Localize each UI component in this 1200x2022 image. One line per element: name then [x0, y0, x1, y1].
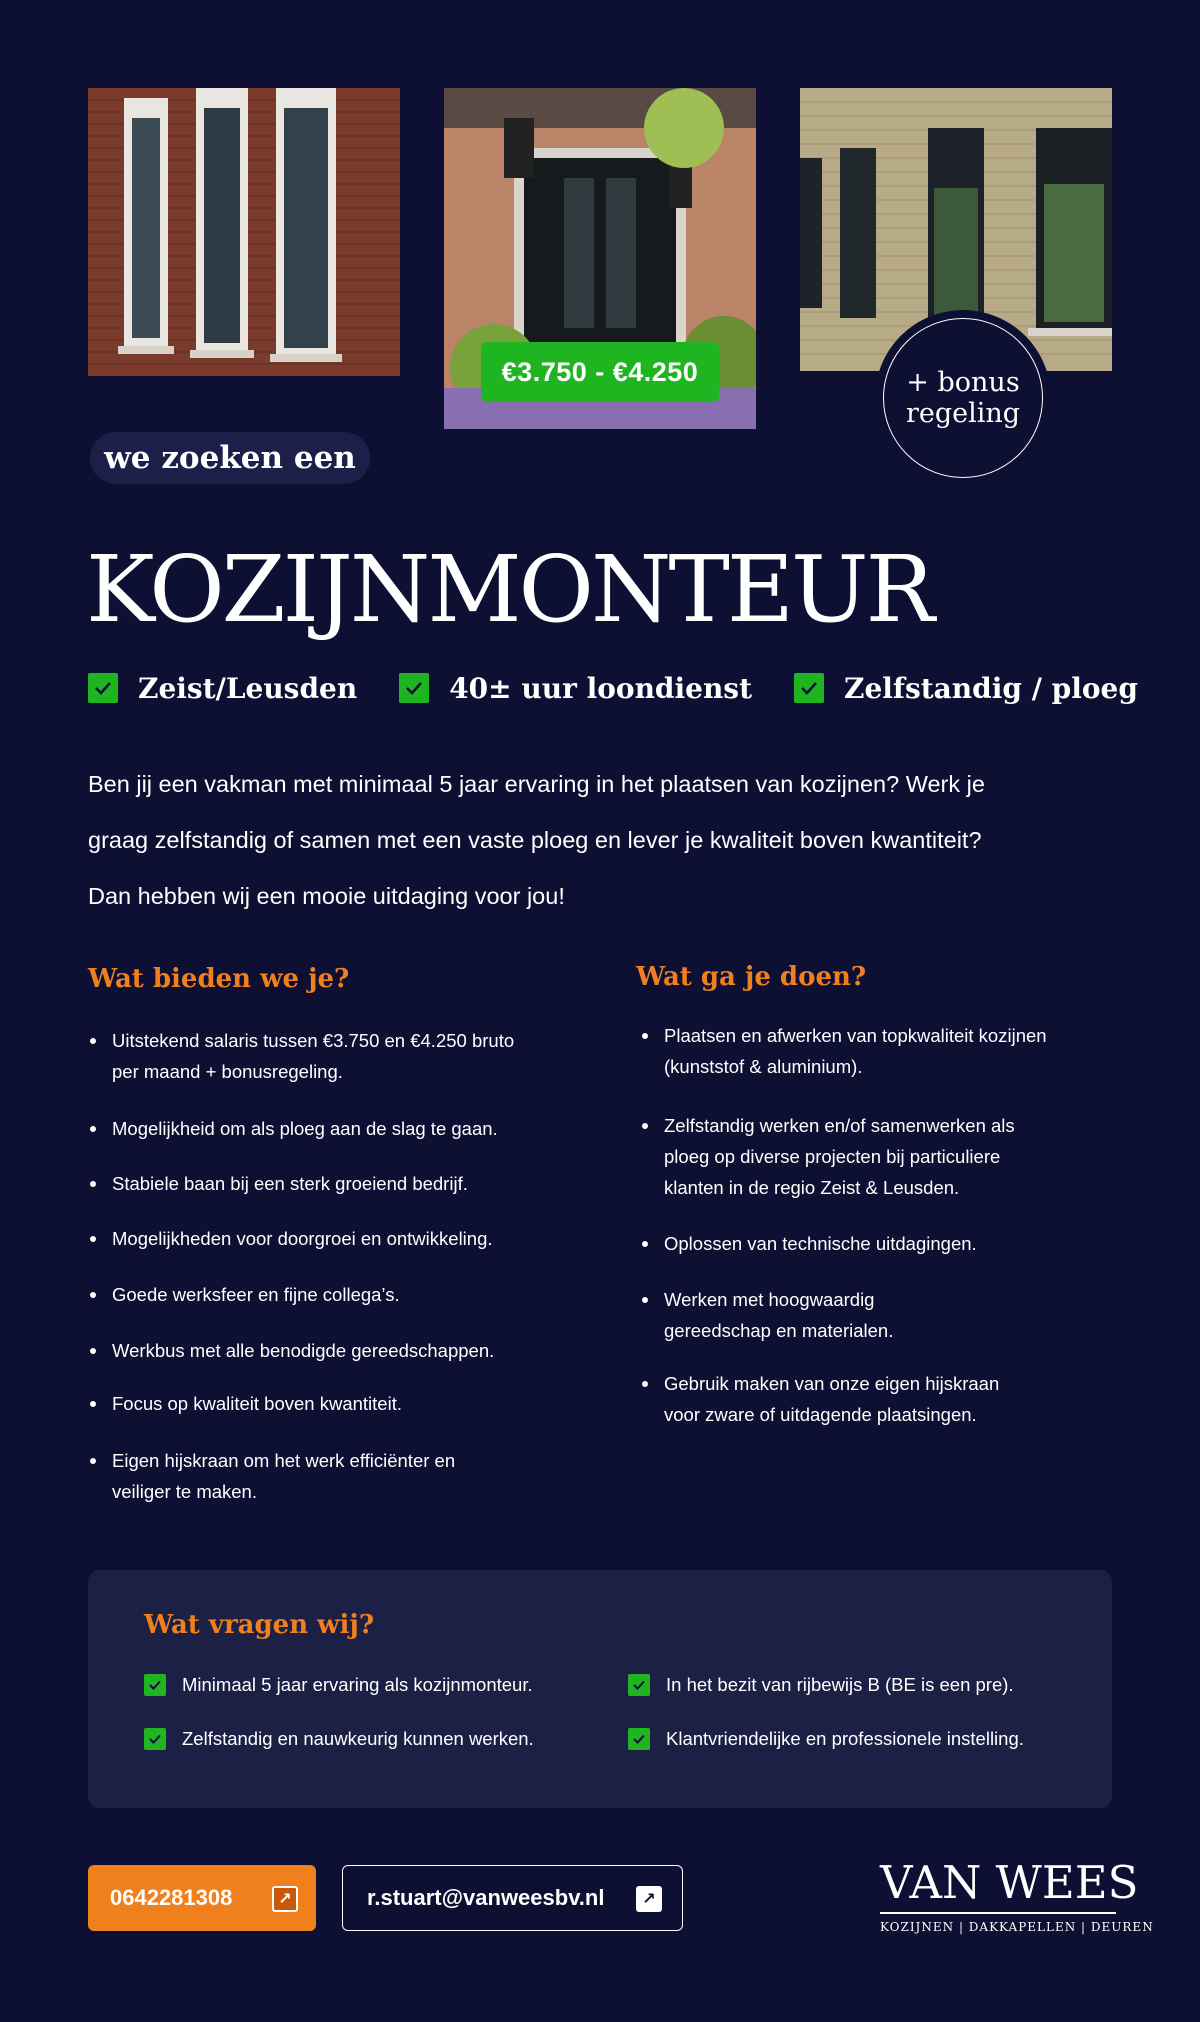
- tag-hours: [399, 672, 752, 705]
- tag-label: Zeist/Leusden: [138, 671, 358, 705]
- checkbox-icon: [628, 1674, 650, 1696]
- list-item: Mogelijkheid om als ploeg aan de slag te gaan.: [88, 1113, 538, 1144]
- phone-number: 0642281308: [110, 1885, 233, 1910]
- tag-label: 40± uur loondienst: [449, 671, 753, 705]
- list-item: Werkbus met alle benodigde gereedschappen.: [88, 1335, 538, 1366]
- offer-list: [88, 1025, 538, 1505]
- logo-divider: [880, 1912, 1116, 1914]
- requirement-item: [144, 1728, 534, 1750]
- requirement-item: [628, 1728, 1024, 1750]
- requirement-label: Minimaal 5 jaar ervaring als kozijnmonteur.: [182, 1674, 533, 1695]
- checkbox-icon: [399, 673, 429, 703]
- checkbox-icon: [144, 1674, 166, 1696]
- arrow-up-right-icon: ↗: [272, 1886, 298, 1912]
- phone-button[interactable]: [88, 1865, 316, 1931]
- intro-line: Ben jij een vakman met minimaal 5 jaar ervaring in het plaatsen van kozijnen? Werk je: [88, 771, 985, 797]
- bonus-badge: [875, 310, 1051, 486]
- list-item: Eigen hijskraan om het werk efficiënter en veiliger te maken.: [88, 1445, 468, 1507]
- intro-text: [88, 756, 1118, 924]
- list-item: Uitstekend salaris tussen €3.750 en €4.250 bruto per maand + bonusregeling.: [88, 1025, 538, 1087]
- checkbox-icon: [794, 673, 824, 703]
- requirements-title: Wat vragen wij?: [144, 1610, 375, 1640]
- list-item: Focus op kwaliteit boven kwantiteit.: [88, 1388, 538, 1419]
- email-address: r.stuart@vanweesbv.nl: [367, 1885, 605, 1910]
- list-item: Oplossen van technische uitdagingen.: [640, 1228, 1100, 1259]
- requirements-panel: [88, 1570, 1112, 1808]
- bonus-line-1: + bonus: [906, 367, 1020, 398]
- company-logo: [880, 1856, 1154, 1934]
- offer-title: Wat bieden we je?: [88, 964, 350, 994]
- requirement-label: In het bezit van rijbewijs B (BE is een pre).: [666, 1674, 1014, 1695]
- page-title: KOZIJNMONTEUR: [86, 536, 932, 643]
- job-tags: [88, 668, 1180, 708]
- intro-pill: we zoeken een: [90, 432, 370, 484]
- bonus-line-2: regeling: [905, 398, 1021, 429]
- tasks-title: Wat ga je doen?: [636, 962, 867, 992]
- tag-work-mode: [794, 672, 1138, 705]
- tag-label: Zelfstandig / ploeg: [844, 671, 1138, 705]
- list-item: Plaatsen en afwerken van topkwaliteit kozijnen (kunststof & aluminium).: [640, 1020, 1080, 1082]
- salary-price-badge: €3.750 - €4.250: [481, 342, 719, 402]
- requirement-label: Zelfstandig en nauwkeurig kunnen werken.: [182, 1728, 534, 1749]
- photo-brick-windows: [88, 88, 400, 376]
- list-item: Mogelijkheden voor doorgroei en ontwikkeling.: [88, 1223, 538, 1254]
- logo-name: VAN WEES: [880, 1856, 1139, 1909]
- logo-tagline: KOZIJNEN | DAKKAPELLEN | DEUREN: [880, 1919, 1154, 1934]
- requirement-label: Klantvriendelijke en professionele instelling.: [666, 1728, 1024, 1749]
- list-item: Werken met hoogwaardig gereedschap en materialen.: [640, 1284, 930, 1346]
- checkbox-icon: [88, 673, 118, 703]
- tag-location: [88, 672, 357, 705]
- arrow-up-right-icon: ↗: [636, 1886, 662, 1912]
- email-button[interactable]: [342, 1865, 683, 1931]
- requirement-item: [144, 1674, 533, 1696]
- list-item: Gebruik maken van onze eigen hijskraan voor zware of uitdagende plaatsingen.: [640, 1368, 1020, 1430]
- list-item: Zelfstandig werken en/of samenwerken als ploeg op diverse projecten bij particuliere klanten in de regio Zeist & Leusden.: [640, 1110, 1060, 1203]
- list-item: Stabiele baan bij een sterk groeiend bedrijf.: [88, 1168, 538, 1199]
- checkbox-icon: [144, 1728, 166, 1750]
- intro-line: graag zelfstandig of samen met een vaste ploeg en lever je kwaliteit boven kwantiteit?: [88, 827, 982, 853]
- intro-line: Dan hebben wij een mooie uitdaging voor jou!: [88, 883, 565, 909]
- checkbox-icon: [628, 1728, 650, 1750]
- requirement-item: [628, 1674, 1014, 1696]
- list-item: Goede werksfeer en fijne collega’s.: [88, 1279, 538, 1310]
- tasks-list: [640, 1020, 1100, 1440]
